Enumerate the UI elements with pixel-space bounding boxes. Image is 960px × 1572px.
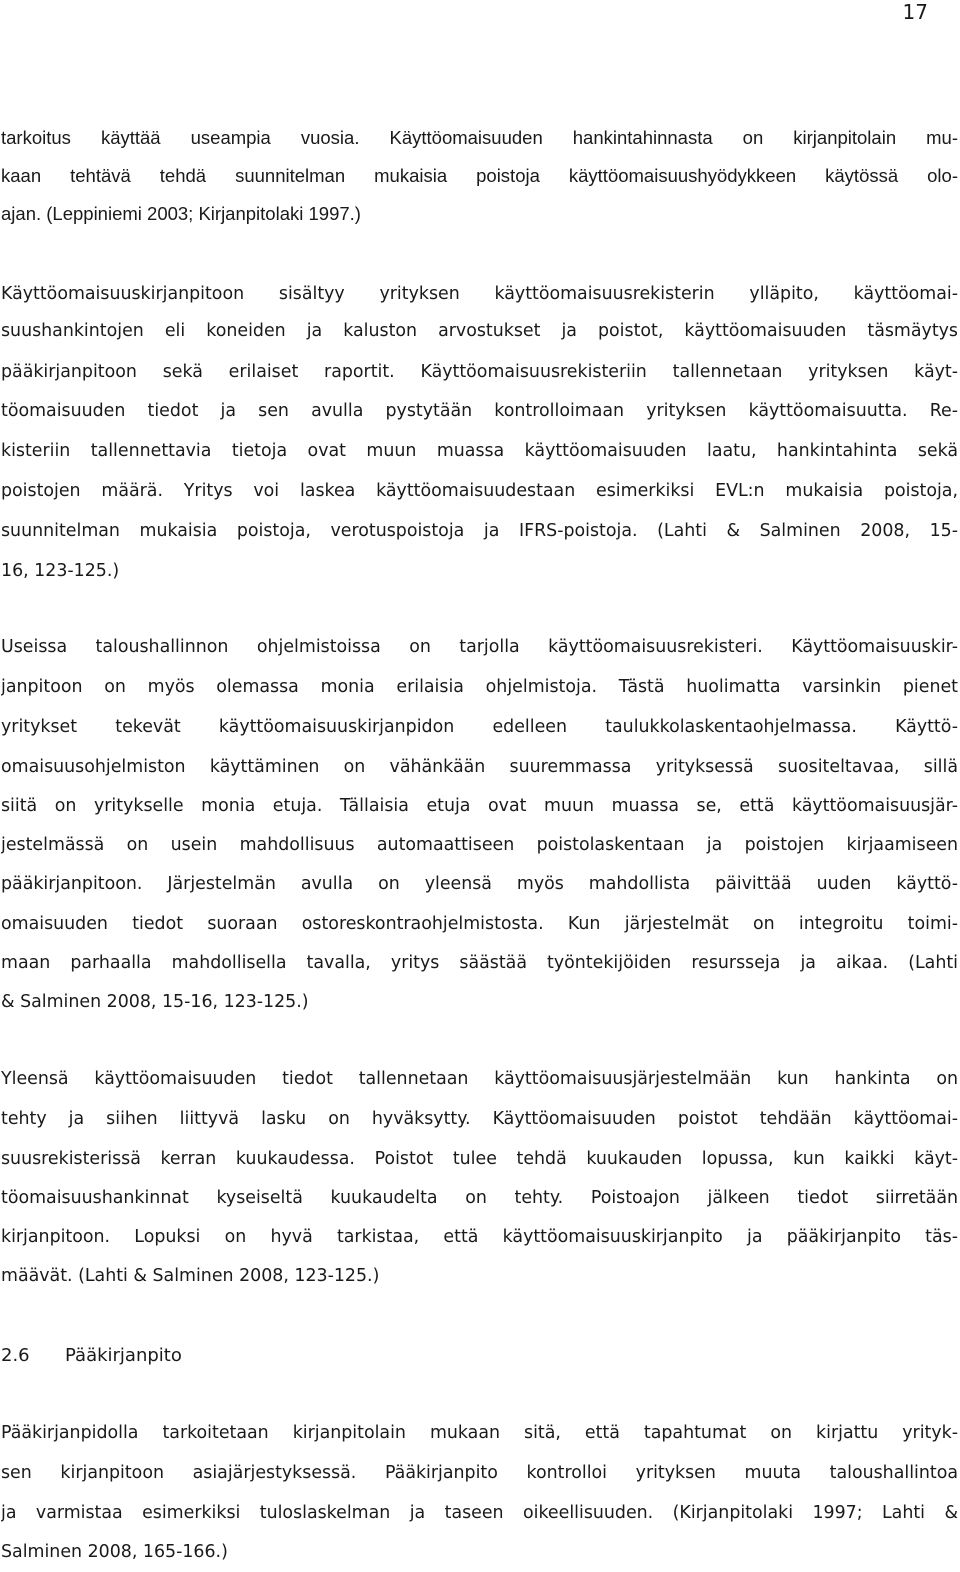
paragraph-3-line-3: yritykset tekevät käyttöomaisuuskirjanpidon edelleen taulukkolaskentaohjelmassa. Käyttö- (1, 717, 958, 737)
paragraph-3-line-6: jestelmässä on usein mahdollisuus automaattiseen poistolaskentaan ja poistojen kirjaamiseen (1, 835, 958, 855)
paragraph-3-line-8: omaisuuden tiedot suoraan ostoreskontraohjelmistosta. Kun järjestelmät on integroitu toimi- (1, 914, 958, 934)
paragraph-2-line-1: Käyttöomaisuuskirjanpitoon sisältyy yrityksen käyttöomaisuusrekisterin ylläpito, käyttöomai- (1, 284, 958, 304)
paragraph-4-line-4: töomaisuushankinnat kyseiseltä kuukaudelta on tehty. Poistoajon jälkeen tiedot siirretään (1, 1188, 958, 1208)
paragraph-4-line-2: tehty ja siihen liittyvä lasku on hyväksytty. Käyttöomaisuuden poistot tehdään käyttöomai- (1, 1109, 958, 1129)
paragraph-1-line-1: tarkoitus käyttää useampia vuosia. Käyttöomaisuuden hankintahinnasta on kirjanpitolain mu- (1, 127, 958, 148)
paragraph-2-line-7: suunnitelman mukaisia poistoja, verotuspoistoja ja IFRS-poistoja. (Lahti & Salminen 2008, 15- (1, 521, 958, 541)
paragraph-5-line-2: sen kirjanpitoon asiajärjestyksessä. Pääkirjanpito kontrolloi yrityksen muuta taloushallintoa (1, 1463, 958, 1483)
paragraph-2-line-6: poistojen määrä. Yritys voi laskea käyttöomaisuudestaan esimerkiksi EVL:n mukaisia poistoja, (1, 481, 958, 501)
section-number: 2.6 (1, 1345, 30, 1366)
paragraph-3-line-10: & Salminen 2008, 15-16, 123-125.) (1, 992, 309, 1012)
paragraph-3-line-1: Useissa taloushallinnon ohjelmistoissa on tarjolla käyttöomaisuusrekisteri. Käyttöomaisuuskir- (1, 637, 958, 657)
page-number: 17 (902, 0, 928, 24)
paragraph-5-line-1: Pääkirjanpidolla tarkoitetaan kirjanpitolain mukaan sitä, että tapahtumat on kirjattu yrityk- (1, 1423, 958, 1443)
paragraph-3-line-5: siitä on yritykselle monia etuja. Tällaisia etuja ovat muun muassa se, että käyttöomaisuusjär- (1, 796, 958, 816)
paragraph-2-line-4: töomaisuuden tiedot ja sen avulla pystytään kontrolloimaan yrityksen käyttöomaisuutta. Re- (1, 401, 958, 421)
section-heading (1, 1345, 182, 1366)
paragraph-2-line-5: kisteriin tallennettavia tietoja ovat muun muassa käyttöomaisuuden laatu, hankintahinta sekä (1, 441, 958, 461)
paragraph-4-line-6: määvät. (Lahti & Salminen 2008, 123-125.) (1, 1266, 380, 1286)
paragraph-2-line-3: pääkirjanpitoon sekä erilaiset raportit. Käyttöomaisuusrekisteriin tallennetaan yrityksen käyt- (1, 362, 958, 382)
paragraph-4-line-5: kirjanpitoon. Lopuksi on hyvä tarkistaa, että käyttöomaisuuskirjanpito ja pääkirjanpito täs- (1, 1227, 958, 1247)
paragraph-5-line-3: ja varmistaa esimerkiksi tuloslaskelman ja taseen oikeellisuuden. (Kirjanpitolaki 1997; Lahti & (1, 1503, 958, 1523)
paragraph-3-line-2: janpitoon on myös olemassa monia erilaisia ohjelmistoja. Tästä huolimatta varsinkin pienet (1, 677, 958, 697)
paragraph-3-line-7: pääkirjanpitoon. Järjestelmän avulla on yleensä myös mahdollista päivittää uuden käyttö- (1, 874, 958, 894)
paragraph-4-line-1: Yleensä käyttöomaisuuden tiedot tallennetaan käyttöomaisuusjärjestelmään kun hankinta on (1, 1069, 958, 1089)
paragraph-1-line-2: kaan tehtävä tehdä suunnitelman mukaisia poistoja käyttöomaisuushyödykkeen käytössä olo- (1, 165, 958, 186)
paragraph-3-line-4: omaisuusohjelmiston käyttäminen on vähänkään suuremmassa yrityksessä suositeltavaa, sillä (1, 757, 958, 777)
paragraph-3-line-9: maan parhaalla mahdollisella tavalla, yritys säästää työntekijöiden resursseja ja aikaa. (Lahti (1, 953, 958, 973)
paragraph-1-line-3: ajan. (Leppiniemi 2003; Kirjanpitolaki 1997.) (1, 203, 361, 224)
paragraph-2-line-8: 16, 123-125.) (1, 561, 120, 581)
paragraph-5-line-4: Salminen 2008, 165-166.) (1, 1542, 228, 1562)
section-title: Pääkirjanpito (65, 1345, 182, 1366)
paragraph-4-line-3: suusrekisterissä kerran kuukaudessa. Poistot tulee tehdä kuukauden lopussa, kun kaikki käyt- (1, 1149, 958, 1169)
paragraph-2-line-2: suushankintojen eli koneiden ja kaluston arvostukset ja poistot, käyttöomaisuuden täsmäytys (1, 321, 958, 341)
